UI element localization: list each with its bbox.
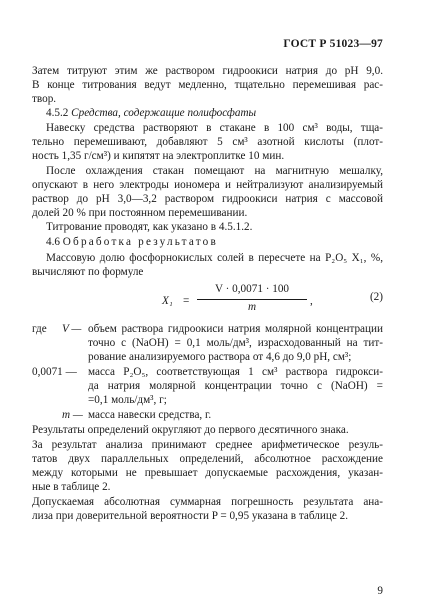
section-46-heading <box>46 235 383 249</box>
section-452-number: 4.5.2 <box>46 107 69 119</box>
para2-line2: тельно перемешивают, добавляют 5 см³ азотной кислоты (плот- <box>32 136 383 148</box>
where-label: где <box>32 323 47 335</box>
para5-line2: вычисляют по формуле <box>32 266 144 278</box>
where-v-symbol: V — <box>62 323 82 335</box>
standard-header: ГОСТ Р 51023—97 <box>283 38 383 50</box>
where-k-line2: да натрия молярной концентрации точно с (NaOH) = <box>88 380 383 392</box>
para2-line1: Навеску средства растворяют в стакане в 100 см³ воды, тща- <box>46 122 383 134</box>
section-46-title: Обработка результатов <box>62 236 218 248</box>
para8-line2: лиза при доверительной вероятности P = 0,95 указана в таблице 2. <box>32 510 348 522</box>
para3-line2: опускают в него электроды иономера и нейтрализуют анализируемый <box>32 179 383 191</box>
formula-numerator: V · 0,0071 · 100 <box>214 283 290 295</box>
section-46-number: 4.6 <box>46 236 60 248</box>
formula-fraction-bar <box>197 299 307 300</box>
page-number: 9 <box>377 585 383 597</box>
formula-equals: = <box>183 295 190 307</box>
section-452-heading <box>46 106 383 120</box>
where-v-line1: объем раствора гидроокиси натрия молярной концентрации <box>88 323 383 335</box>
para6-line1: Результаты определений округляют до первого десятичного знака. <box>32 424 349 436</box>
formula-lhs: X₁ <box>162 295 173 307</box>
para3-line4: долей 20 % при постоянном перемешивании. <box>32 207 248 219</box>
para7-line2: татов двух параллельных определений, абсолютное расхождение <box>32 453 383 465</box>
formula-denominator: m <box>247 301 257 313</box>
para7-line1: За результат анализа принимают среднее арифметическое резуль- <box>32 439 383 451</box>
para7-line3: между которыми не превышает допускаемые расхождения, указан- <box>32 467 383 479</box>
where-k-line1: масса P₂O₅, соответствующая 1 см³ раствора гидрокси- <box>88 366 383 378</box>
para1-line3: твор. <box>32 93 57 105</box>
para3-line1: После охлаждения стакан помещают на магнитную мешалку, <box>46 165 383 177</box>
para2-line3: ность 1,35 г/см³) и кипятят на электроплитке 10 мин. <box>32 150 285 162</box>
para7-line4: ные в таблице 2. <box>32 481 111 493</box>
para1-line1: Затем титруют этим же раствором гидроокиси натрия до pH 9,0. <box>32 65 383 77</box>
section-452-title: Средства, содержащие полифосфаты <box>71 107 257 119</box>
where-k-symbol: 0,0071 — <box>32 366 77 378</box>
para4-line1: Титрование проводят, как указано в 4.5.1.2. <box>46 221 253 233</box>
para1-line2: В конце титрования ведут медленно, тщательно перемешивая рас- <box>32 79 383 91</box>
where-v-line3: рование анализируемого раствора от 4,6 до 9,0 pH, см³; <box>88 351 352 363</box>
formula-number: (2) <box>369 291 383 303</box>
para3-line3: раствор до pH 3,0—3,2 раствором гидроокиси натрия с массовой <box>32 193 383 205</box>
formula-comma: , <box>310 295 313 307</box>
where-m-symbol: m — <box>62 409 83 421</box>
para8-line1: Допускаемая абсолютная суммарная погрешность результата ана- <box>32 496 383 508</box>
where-m-line1: масса навески средства, г. <box>88 409 212 421</box>
formula-2 <box>0 283 421 323</box>
where-v-line2: точно с (NaOH) = 0,1 моль/дм³, израсходованный на тит- <box>88 337 383 349</box>
para5-line1: Массовую долю фосфорнокислых солей в пересчете на P₂O₅ X₁, %, <box>46 252 383 264</box>
where-k-line3: =0,1 моль/дм³, г; <box>88 394 167 406</box>
